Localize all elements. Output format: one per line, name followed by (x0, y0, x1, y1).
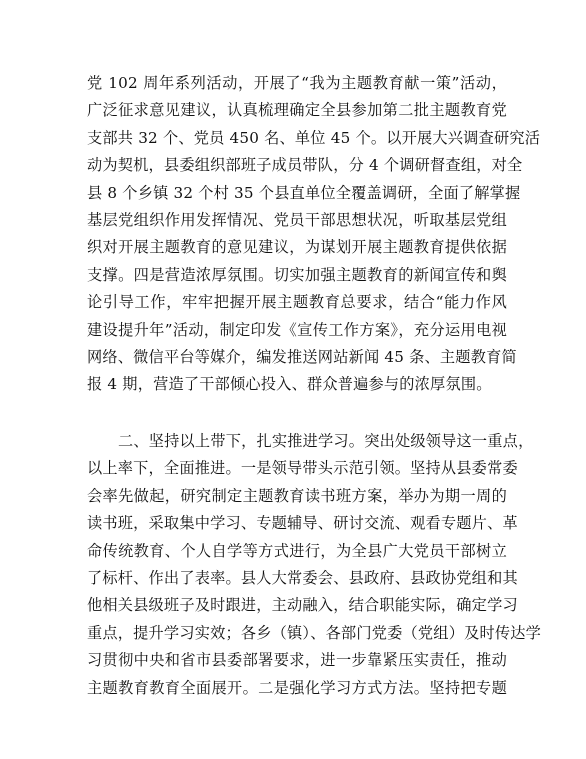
paragraph-2 (87, 428, 542, 702)
text-line: 习贯彻中央和省市县委部署要求，进一步靠紧压实责任，推动 (87, 651, 507, 670)
text-line: 广泛征求意见建议，认真梳理确定全县参加第二批主题教育党 (87, 101, 507, 120)
text-line: 他相关县级班子及时跟进，主动融入，结合职能实际，确定学习 (87, 596, 518, 615)
text-line: 以上率下，全面推进。一是领导带头示范引领。坚持从县委常委 (87, 459, 518, 478)
text-line: 支部共 32 个、党员 450 名、单位 45 个。以开展大兴调查研究活 (87, 128, 541, 147)
text-line: 主题教育教育全面展开。二是强化学习方式方法。坚持把专题 (87, 678, 507, 697)
text-line: 党 102 周年系列活动，开展了“我为主题教育献一策”活动， (87, 74, 507, 92)
text-line: 了标杆、作出了表率。县人大常委会、县政府、县政协党组和其 (87, 568, 518, 587)
text-line: 读书班，采取集中学习、专题辅导、研讨交流、观看专题片、革 (87, 514, 518, 533)
text-line: 支撑。四是营造浓厚氛围。切实加强主题教育的新闻宣传和舆 (87, 265, 507, 284)
text-line: 织对开展主题教育的意见建议，为谋划开展主题教育提供依据 (87, 238, 507, 257)
text-line: 建设提升年”活动，制定印发《宣传工作方案》，充分运用电视 (87, 320, 507, 339)
text-line: 动为契机，县委组织部班子成员带队，分 4 个调研督查组，对全 (87, 156, 523, 175)
text-line: 重点，提升学习实效；各乡（镇）、各部门党委（党组）及时传达学 (87, 623, 542, 642)
text-line: 会率先做起，研究制定主题教育读书班方案，举办为期一周的 (87, 486, 507, 505)
text-line: 论引导工作，牢牢把握开展主题教育总要求，结合“能力作风 (87, 293, 507, 312)
text-line: 二、坚持以上带下，扎实推进学习。突出处级领导这一重点， (118, 432, 534, 450)
text-line: 网络、微信平台等媒介，编发推送网站新闻 45 条、主题教育简 (87, 347, 517, 366)
text-line: 基层党组织作用发挥情况、党员干部思想状况，听取基层党组 (87, 210, 507, 229)
text-line: 县 8 个乡镇 32 个村 35 个县直单位全覆盖调研，全面了解掌握 (87, 183, 521, 202)
paragraph-1 (87, 70, 541, 399)
text-line: 报 4 期，营造了干部倾心投入、群众普遍参与的浓厚氛围。 (87, 375, 492, 394)
text-line: 命传统教育、个人自学等方式进行，为全县广大党员干部树立 (87, 541, 507, 560)
